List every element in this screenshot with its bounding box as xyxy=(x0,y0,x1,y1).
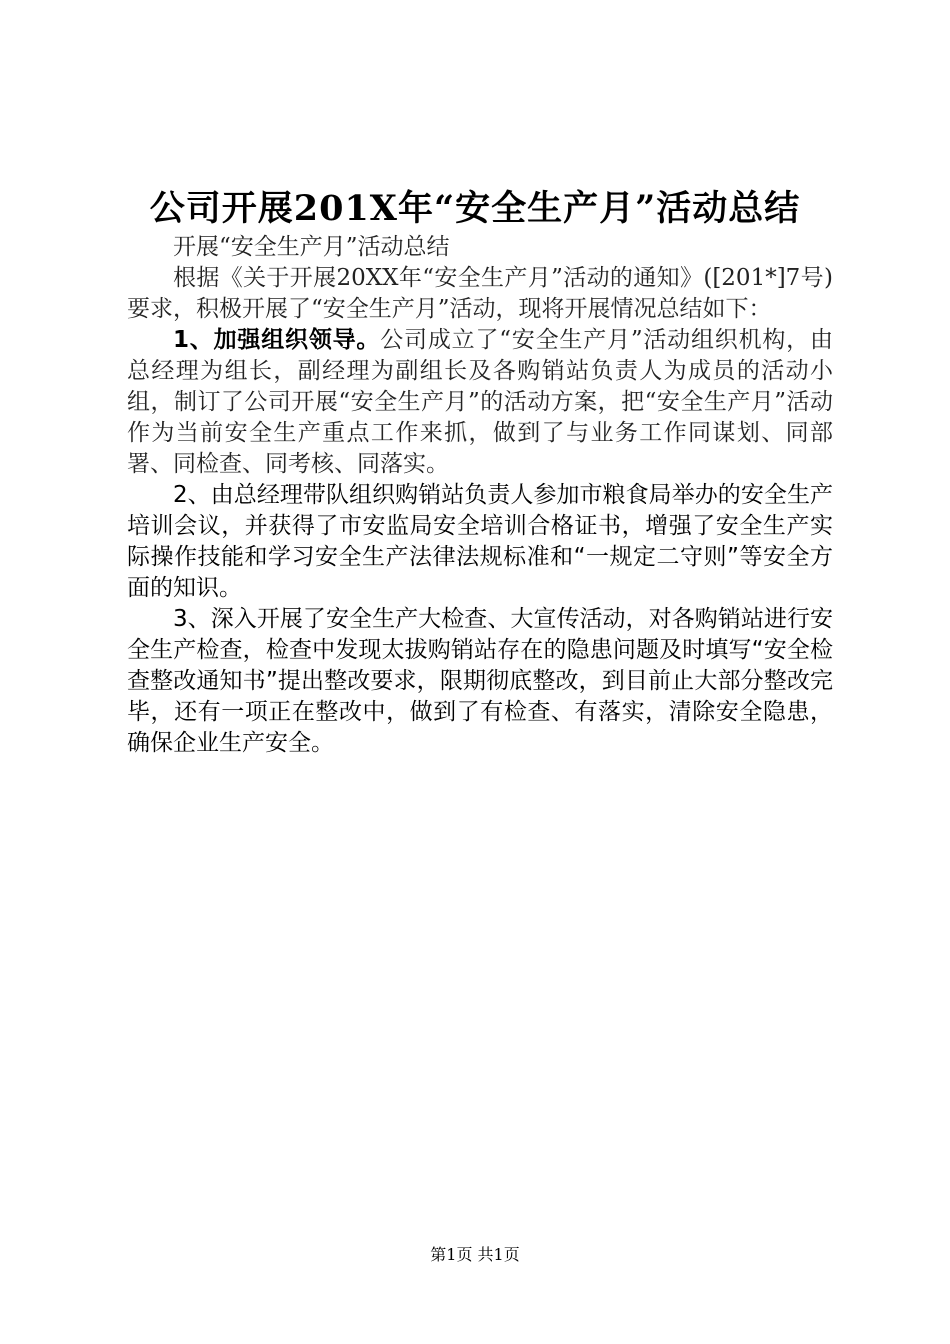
document-title: 公司开展201X年“安全生产月”活动总结 xyxy=(149,188,801,229)
item-1-lead: 1、加强组织领导。 xyxy=(173,327,381,353)
item-1-body: 公司成立了“安全生产月”活动组织机构，由总经理为组长，副经理为副组长及各购销站负责人为成员的活动小组，制订了公司开展“安全生产月”的活动方案，把“安全生产月”活动作为当前安全生产重点工作来抓，做到了与业务工作同谋划、同部署、同检查、同考核、同落实。 xyxy=(127,327,833,477)
intro-paragraph: 根据《关于开展20XX年“安全生产月”活动的通知》([201*]7号)要求，积极开展了“安全生产月”活动，现将开展情况总结如下： xyxy=(127,265,833,322)
item-3-paragraph: 3、深入开展了安全生产大检查、大宣传活动，对各购销站进行安全生产检查，检查中发现太拔购销站存在的隐患问题及时填写“安全检查整改通知书”提出整改要求，限期彻底整改，到目前止大部分整改完毕，还有一项正在整改中，做到了有检查、有落实，清除安全隐患，确保企业生产安全。 xyxy=(127,606,833,756)
document-body xyxy=(127,232,833,759)
item-1-paragraph xyxy=(127,325,833,480)
page-number-footer: 第1页 共1页 xyxy=(430,1245,520,1264)
document-subtitle: 开展“安全生产月”活动总结 xyxy=(173,234,450,260)
item-2-paragraph: 2、由总经理带队组织购销站负责人参加市粮食局举办的安全生产培训会议，并获得了市安监局安全培训合格证书，增强了安全生产实际操作技能和学习安全生产法律法规标准和“一规定二守则”等安全方面的知识。 xyxy=(127,482,833,601)
